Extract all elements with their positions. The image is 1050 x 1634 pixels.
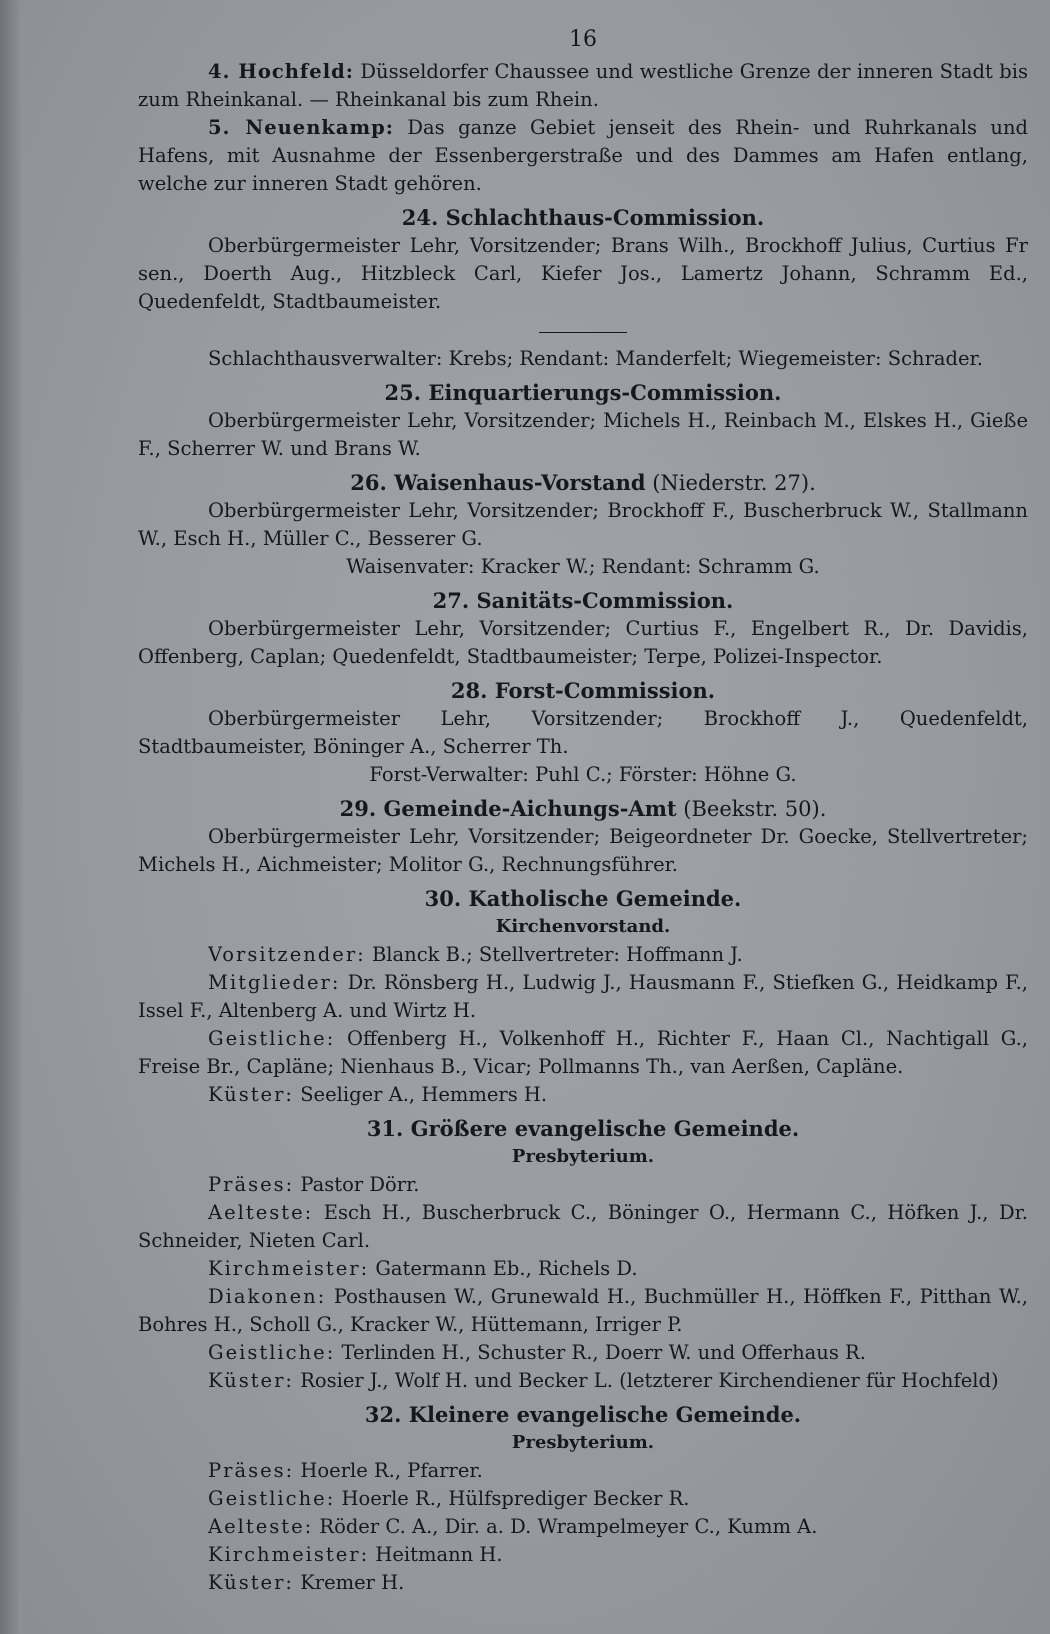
praeses-label: Präses: (208, 1459, 295, 1482)
heading-24: 24. Schlachthaus-Commission. (401, 205, 765, 230)
kuester-label: Küster: (208, 1369, 294, 1392)
aelteste-31 (138, 1199, 1028, 1255)
kirchmeister-32 (138, 1541, 1028, 1569)
kuester-label: Küster: (208, 1083, 294, 1106)
kirchmeister-label: Kirchmeister: (208, 1543, 370, 1566)
geistliche-32 (138, 1485, 1028, 1513)
mitglieder-value: Dr. Rönsberg H., Ludwig J., Hausmann F., Stiefken G., Heidkamp F., Issel F., Altenberg A. und Wirtz H. (138, 971, 1029, 1022)
geistliche-label: Geistliche: (208, 1487, 336, 1510)
divider-rule (539, 332, 627, 333)
geistliche-value: Terlinden H., Schuster R., Doerr W. und Offerhaus R. (341, 1341, 866, 1364)
diakonen-label: Diakonen: (208, 1285, 327, 1308)
staff-28: Forst-Verwalter: Puhl C.; Förster: Höhne G. (369, 763, 797, 786)
heading-26-address: (Niederstr. 27). (645, 471, 816, 495)
district-5-text: Das ganze Gebiet jenseit des Rhein- und Ruhrkanals und Hafens, mit Ausnahme der Essenbergerstraße und des Dammes am Hafen entlang, welche zur inneren Stadt gehören. (138, 116, 1028, 195)
heading-29 (138, 795, 1028, 823)
geistliche-value: Hoerle R., Hülfsprediger Becker R. (341, 1487, 690, 1510)
praeses-label: Präses: (208, 1173, 295, 1196)
heading-30: 30. Katholische Gemeinde. (424, 886, 742, 911)
kirchmeister-31 (138, 1255, 1028, 1283)
aelteste-label: Aelteste: (208, 1515, 314, 1538)
heading-25: 25. Einquartierungs-Commission. (384, 380, 782, 405)
kuester-31 (138, 1367, 1028, 1395)
heading-29-address: (Beekstr. 50). (676, 797, 827, 821)
heading-31: 31. Größere evangelische Gemeinde. (366, 1116, 800, 1141)
praeses-value: Hoerle R., Pfarrer. (300, 1459, 483, 1482)
kirchmeister-value: Heitmann H. (375, 1543, 503, 1566)
district-5-label: 5. Neuenkamp: (208, 116, 394, 139)
vorsitz-30 (138, 941, 1028, 969)
diakonen-31 (138, 1283, 1028, 1339)
kuester-value: Seeliger A., Hemmers H. (300, 1083, 548, 1106)
members-27: Oberbürgermeister Lehr, Vorsitzender; Curtius F., Engelbert R., Dr. Davidis, Offenberg, Caplan; Quedenfeldt, Stadtbaumeister; Terpe, Polizei-Inspector. (138, 617, 1028, 668)
heading-27: 27. Sanitäts-Commission. (432, 588, 734, 613)
members-29: Oberbürgermeister Lehr, Vorsitzender; Beigeordneter Dr. Goecke, Stellvertreter; Michels H., Aichmeister; Molitor G., Rechnungsführer. (138, 825, 1028, 876)
heading-28: 28. Forst-Commission. (450, 678, 716, 703)
vorsitz-value: Blanck B.; Stellvertreter: Hoffmann J. (371, 943, 743, 966)
geistliche-label: Geistliche: (208, 1341, 336, 1364)
praeses-32 (138, 1457, 1028, 1485)
page-number: 16 (569, 27, 597, 52)
district-4-label: 4. Hochfeld: (208, 60, 354, 83)
heading-26-main: 26. Waisenhaus-Vorstand (350, 470, 646, 495)
members-25: Oberbürgermeister Lehr, Vorsitzender; Michels H., Reinbach M., Elskes H., Gieße F., Scherrer W. und Brans W. (138, 409, 1028, 460)
members-28: Oberbürgermeister Lehr, Vorsitzender; Brockhoff J., Quedenfeldt, Stadtbaumeister, Böninger A., Scherrer Th. (138, 707, 1028, 758)
staff-24: Schlachthausverwalter: Krebs; Rendant: Manderfelt; Wiegemeister: Schrader. (208, 347, 983, 370)
kuester-label: Küster: (208, 1571, 294, 1594)
subheading-32: Presbyterium. (511, 1432, 655, 1453)
kirchmeister-label: Kirchmeister: (208, 1257, 370, 1280)
staff-26: Waisenvater: Kracker W.; Rendant: Schramm G. (346, 555, 820, 578)
members-26: Oberbürgermeister Lehr, Vorsitzender; Brockhoff F., Buscherbruck W., Stallmann W., Esch H., Müller C., Besserer G. (138, 499, 1028, 550)
mitglieder-30 (138, 969, 1028, 1025)
kuester-value: Rosier J., Wolf H. und Becker L. (letzterer Kirchendiener für Hochfeld) (300, 1369, 999, 1392)
district-5 (138, 114, 1028, 198)
subheading-30: Kirchenvorstand. (495, 916, 671, 937)
praeses-31 (138, 1171, 1028, 1199)
subheading-31: Presbyterium. (511, 1146, 655, 1167)
heading-32: 32. Kleinere evangelische Gemeinde. (364, 1402, 802, 1427)
geistliche-30 (138, 1025, 1028, 1081)
diakonen-value: Posthausen W., Grunewald H., Buchmüller H., Höffken F., Pitthan W., Bohres H., Scholl G., Kracker W., Hüttemann, Irriger P. (138, 1285, 1028, 1336)
kirchmeister-value: Gatermann Eb., Richels D. (375, 1257, 638, 1280)
page-binding-shadow (0, 0, 22, 1634)
heading-29-main: 29. Gemeinde-Aichungs-Amt (339, 796, 677, 821)
district-4 (138, 58, 1028, 114)
praeses-value: Pastor Dörr. (300, 1173, 420, 1196)
aelteste-32 (138, 1513, 1028, 1541)
vorsitz-label: Vorsitzender: (208, 943, 366, 966)
geistliche-label: Geistliche: (208, 1027, 336, 1050)
kuester-32 (138, 1569, 1028, 1597)
aelteste-value: Röder C. A., Dir. a. D. Wrampelmeyer C., Kumm A. (319, 1515, 818, 1538)
mitglieder-label: Mitglieder: (208, 971, 341, 994)
geistliche-value: Offenberg H., Volkenhoff H., Richter F., Haan Cl., Nachtigall G., Freise Br., Capläne; Nienhaus B., Vicar; Pollmanns Th., van Aerßen, Capläne. (138, 1027, 1029, 1078)
page-content (138, 26, 1028, 1597)
geistliche-31 (138, 1339, 1028, 1367)
kuester-30 (138, 1081, 1028, 1109)
kuester-value: Kremer H. (300, 1571, 405, 1594)
members-24: Oberbürgermeister Lehr, Vorsitzender; Brans Wilh., Brockhoff Julius, Curtius Fr sen., Doerth Aug., Hitzbleck Carl, Kiefer Jos., Lamertz Johann, Schramm Ed., Quedenfeldt, Stadtbaumeister. (138, 234, 1028, 313)
district-4-text: Düsseldorfer Chaussee und westliche Grenze der inneren Stadt bis zum Rheinkanal. — Rheinkanal bis zum Rhein. (138, 60, 1028, 111)
aelteste-value: Esch H., Buscherbruck C., Böninger O., Hermann C., Höfken J., Dr. Schneider, Nieten Carl. (138, 1201, 1028, 1252)
aelteste-label: Aelteste: (208, 1201, 314, 1224)
heading-26 (138, 469, 1028, 497)
